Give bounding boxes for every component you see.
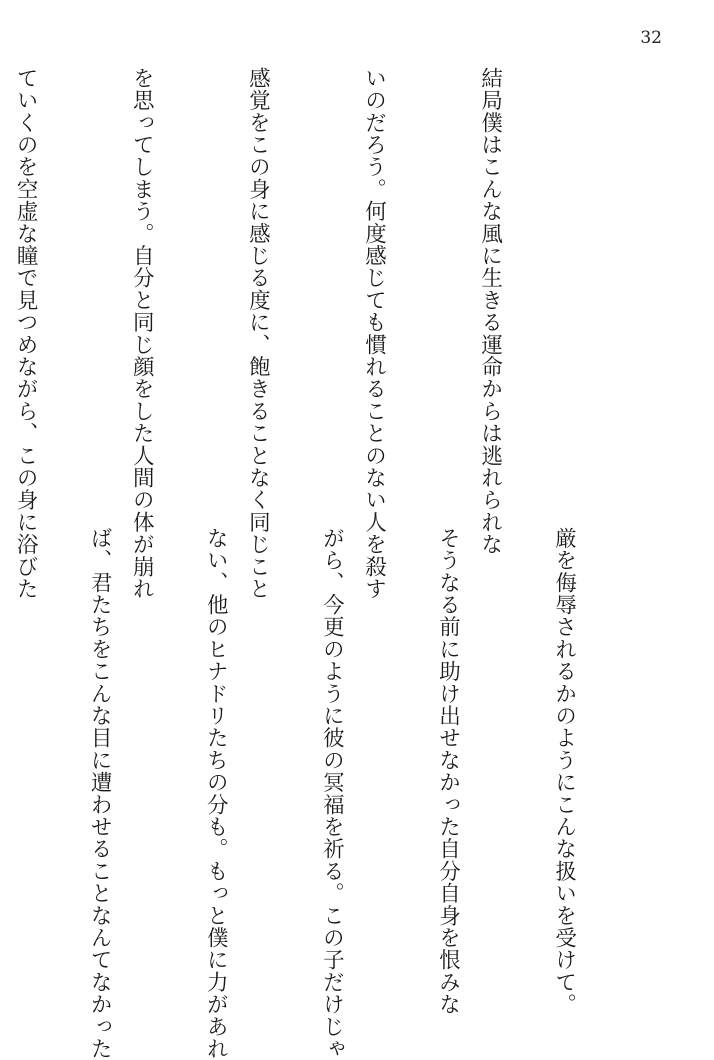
text-column: 結局僕はこんな風に生きる運命からは逃れられな: [477, 67, 503, 556]
text-column: ば、君たちをこんな目に遭わせることなんてなかった: [87, 527, 113, 1060]
text-column: いのだろう。何度感じても慣れることのない人を殺す: [361, 67, 387, 600]
text-column: ない、他のヒナドリたちの分も。もっと僕に力があれ: [203, 527, 229, 1060]
text-column: そうなる前に助け出せなかった自分自身を恨みな: [435, 527, 461, 1016]
text-column: ていくのを空虚な瞳で見つめながら、この身に浴びた: [13, 67, 39, 600]
text-column: を思ってしまう。自分と同じ顔をした人間の体が崩れ: [129, 67, 155, 600]
page-number: 32: [640, 28, 662, 48]
text-column: がら、今更のように彼の冥福を祈る。この子だけじゃ: [319, 527, 345, 1060]
text-block-bottom: [0, 527, 660, 1060]
text-block-top: [0, 67, 586, 600]
text-column: 感覚をこの身に感じる度に、飽きることなく同じこと: [245, 67, 271, 600]
text-column: 厳を侮辱されるかのようにこんな扱いを受けて。: [551, 527, 577, 1016]
text-column: [0, 527, 2, 967]
